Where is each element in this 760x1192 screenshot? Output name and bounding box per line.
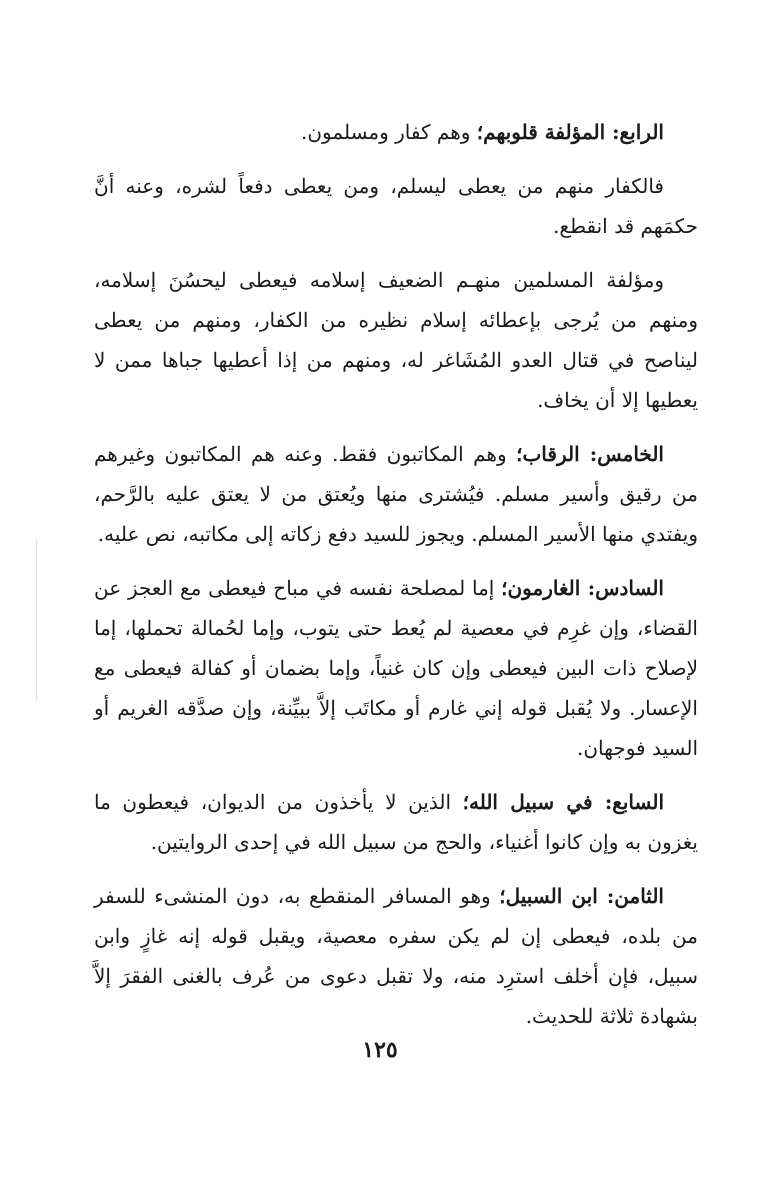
paragraph-heading: الثامن: ابن السبيل؛ <box>499 884 664 908</box>
paragraph-heading: الخامس: الرقاب؛ <box>516 442 664 466</box>
paragraph-sixth-category <box>94 568 698 768</box>
paragraph-text: وهم كفار ومسلمون. <box>301 120 477 144</box>
paragraph-heading: السادس: الغارمون؛ <box>501 576 664 600</box>
paragraph-fifth-category <box>94 434 698 554</box>
paragraph-heading: السابع: في سبيل الله؛ <box>462 790 664 814</box>
paragraph-text: إما لمصلحة نفسه في مباح فيعطى مع العجز عن القضاء، وإن غرِم في معصية لم يُعط حتى يتوب، وإما لحُمالة تحملها، إما لإصلاح ذات البين فيعطى وإن كان غنياً، وإما بضمان أو كفالة فيعطى مع الإعسار. ولا يُقبل قوله إني غارم أو مكاتَب إلاَّ ببيِّنة، وإن صدَّقه الغريم أو السيد فوجهان. <box>94 576 698 760</box>
paragraph-disbelievers <box>94 166 698 246</box>
page-number: ١٢٥ <box>362 1037 398 1063</box>
page-body <box>94 112 698 1050</box>
margin-rule <box>36 540 37 700</box>
paragraph-text: وهم المكاتبون فقط. وعنه هم المكاتبون وغيرهم من رقيق وأسير مسلم. فيُشترى منها ويُعتق من لا يعتق عليه بالرَّحم، ويفتدي منها الأسير المسلم. ويجوز للسيد دفع زكاته إلى مكاتبه، نص عليه. <box>94 442 698 546</box>
paragraph-muslims <box>94 260 698 420</box>
paragraph-fourth-category <box>94 112 698 152</box>
paragraph-text: وهو المسافر المنقطع به، دون المنشىء للسفر من بلده، فيعطى إن لم يكن سفره معصية، ويقبل قوله إنه غازٍ وابن سبيل، فإن أخلف استرِد منه، ولا تقبل دعوى من عُرف بالغنى الفقرَ إلاَّ بشهادة ثلاثة للحديث. <box>94 884 698 1028</box>
paragraph-seventh-category <box>94 782 698 862</box>
paragraph-text: فالكفار منهم من يعطى ليسلم، ومن يعطى دفعاً لشره، وعنه أنَّ حكمَهم قد انقطع. <box>94 174 698 238</box>
paragraph-text: ومؤلفة المسلمين منهـم الضعيف إسلامه فيعطى ليحسُنَ إسلامه، ومنهم من يُرجى بإعطائه إسلام نظيره من الكفار، ومنهم من يعطى ليناصح في قتال العدو المُشَاغر له، ومنهم من إذا أعطيها جباها ممن لا يعطيها إلا أن يخاف. <box>94 268 698 412</box>
paragraph-heading: الرابع: المؤلفة قلوبهم؛ <box>476 120 664 144</box>
paragraph-text: الذين لا يأخذون من الديوان، فيعطون ما يغزون به وإن كانوا أغنياء، والحج من سبيل الله في إحدى الروايتين. <box>94 790 698 854</box>
paragraph-eighth-category <box>94 876 698 1036</box>
